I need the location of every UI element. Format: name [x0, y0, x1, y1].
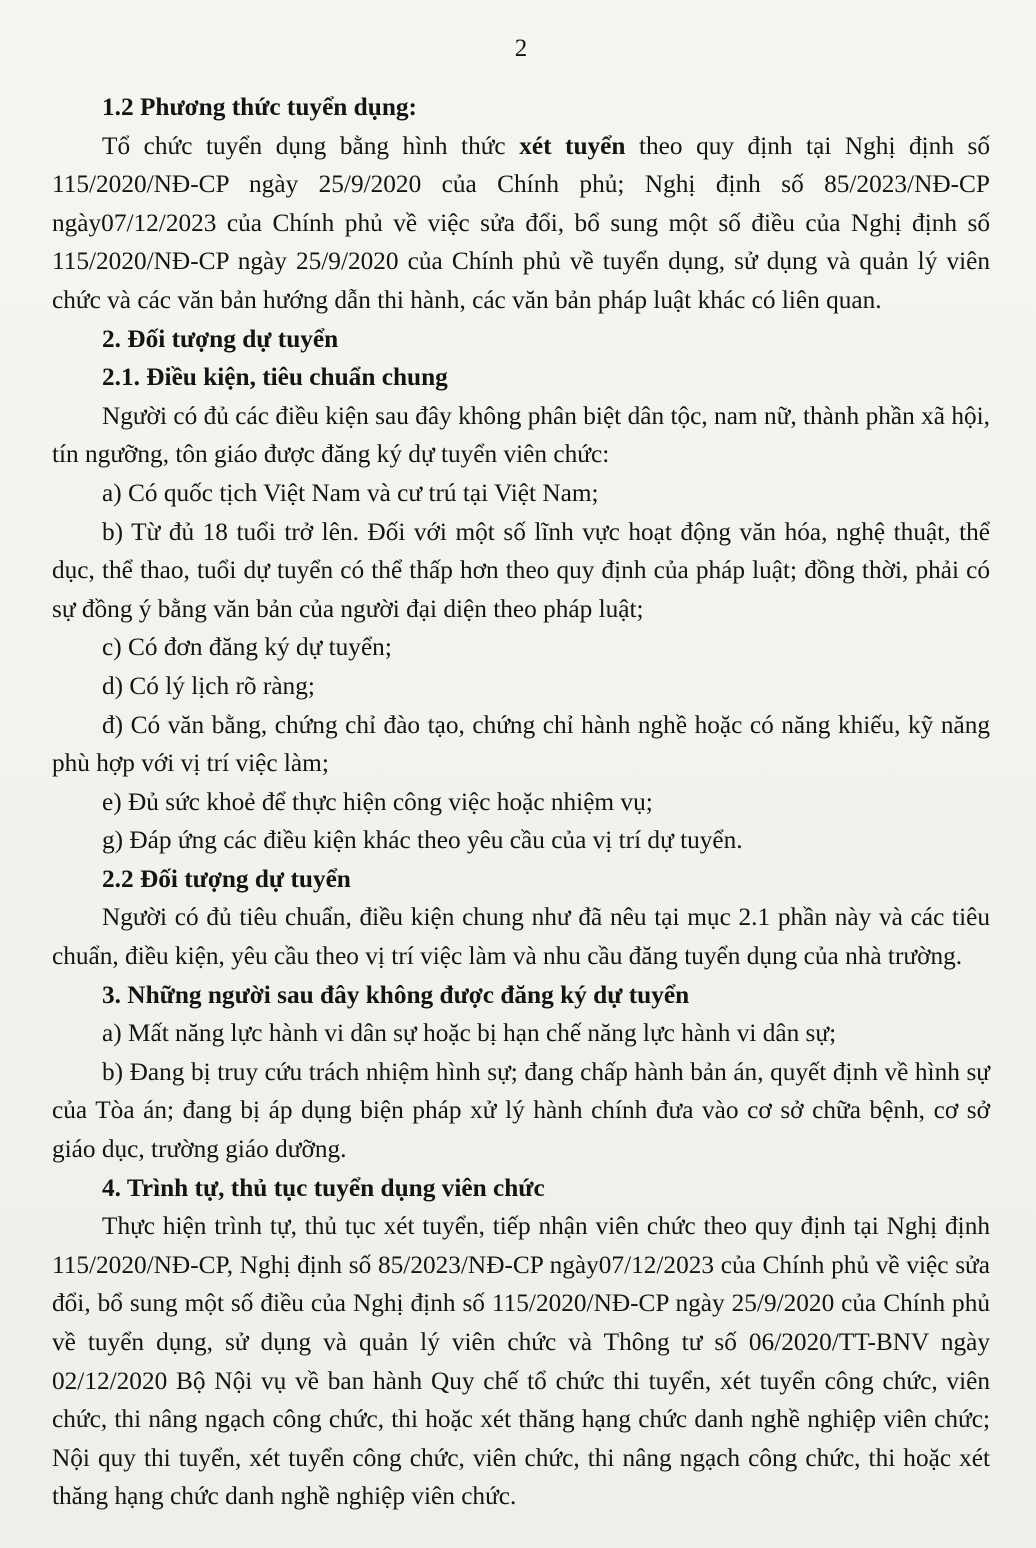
paragraph-general-conditions: Người có đủ các điều kiện sau đây không phân biệt dân tộc, nam nữ, thành phần xã hội, tín ngưỡng, tôn giáo được đăng ký dự tuyển viên chức: [52, 401, 990, 469]
heading-2-1: 2.1. Điều kiện, tiêu chuẩn chung [102, 363, 448, 392]
heading-3: 3. Những người sau đây không được đăng ký dự tuyển [102, 980, 690, 1009]
list-item-d: d) Có lý lịch rõ ràng; [102, 671, 315, 700]
exclusion-item-a: a) Mất năng lực hành vi dân sự hoặc bị hạn chế năng lực hành vi dân sự; [102, 1019, 837, 1048]
paragraph-procedure: Thực hiện trình tự, thủ tục xét tuyển, tiếp nhận viên chức theo quy định tại Nghị định 115/2020/NĐ-CP, Nghị định số 85/2023/NĐ-CP ngày07/12/2023 của Chính phủ về việc sửa đổi, bổ sung một số điều của Nghị định số 115/2020/NĐ-CP ngày 25/9/2020 của Chính phủ về tuyển dụng, sử dụng và quản lý viên chức và Thông tư số 06/2020/TT-BNV ngày 02/12/2020 Bộ Nội vụ về ban hành Quy chế tổ chức thi tuyển, xét tuyển công chức, viên chức, thi nâng ngạch công chức, thi hoặc xét thăng hạng chức danh nghề nghiệp viên chức; Nội quy thi tuyển, xét tuyển công chức, viên chức, thi nâng ngạch công chức, thi hoặc xét thăng hạng chức danh nghề nghiệp viên chức. [52, 1212, 990, 1511]
list-item-dd: đ) Có văn bằng, chứng chỉ đào tạo, chứng chỉ hành nghề hoặc có năng khiếu, kỹ năng phù hợp với vị trí việc làm; [52, 710, 990, 778]
paragraph-recruitment-method [52, 127, 990, 320]
document-body [52, 88, 990, 1516]
heading-2-2: 2.2 Đối tượng dự tuyển [102, 864, 351, 893]
page-number: 2 [514, 35, 528, 62]
exclusion-item-b: b) Đang bị truy cứu trách nhiệm hình sự; đang chấp hành bản án, quyết định về hình sự của Tòa án; đang bị áp dụng biện pháp xử lý hành chính đưa vào cơ sở chữa bệnh, cơ sở giáo dục, trường giáo dưỡng. [52, 1057, 990, 1164]
paragraph-recruitment-method-part2: theo quy định tại Nghị định số 115/2020/NĐ-CP ngày 25/9/2020 của Chính phủ; Nghị định số 85/2023/NĐ-CP ngày07/12/2023 của Chính phủ về việc sửa đổi, bổ sung một số điều của Nghị định số 115/2020/NĐ-CP ngày 25/9/2020 của Chính phủ về tuyển dụng, sử dụng và quản lý viên chức và các văn bản hướng dẫn thi hành, các văn bản pháp luật khác có liên quan. [52, 131, 990, 314]
paragraph-eligible-persons: Người có đủ tiêu chuẩn, điều kiện chung như đã nêu tại mục 2.1 phần này và các tiêu chuẩn, điều kiện, yêu cầu theo vị trí việc làm và nhu cầu đăng tuyển dụng của nhà trường. [52, 903, 990, 971]
list-item-a: a) Có quốc tịch Việt Nam và cư trú tại Việt Nam; [102, 478, 599, 507]
heading-2: 2. Đối tượng dự tuyển [102, 324, 339, 353]
paragraph-recruitment-method-part1: Tổ chức tuyển dụng bằng hình thức [102, 131, 520, 160]
heading-4: 4. Trình tự, thủ tục tuyển dụng viên chức [102, 1173, 545, 1202]
list-item-g: g) Đáp ứng các điều kiện khác theo yêu cầu của vị trí dự tuyển. [102, 826, 743, 855]
list-item-c: c) Có đơn đăng ký dự tuyển; [102, 633, 392, 662]
list-item-e: e) Đủ sức khoẻ để thực hiện công việc hoặc nhiệm vụ; [102, 787, 653, 816]
heading-1-2: 1.2 Phương thức tuyển dụng: [102, 93, 417, 121]
paragraph-recruitment-method-bold: xét tuyển [519, 131, 626, 160]
list-item-b: b) Từ đủ 18 tuổi trở lên. Đối với một số lĩnh vực hoạt động văn hóa, nghệ thuật, thể dục, thể thao, tuổi dự tuyển có thể thấp hơn theo quy định của pháp luật; đồng thời, phải có sự đồng ý bằng văn bản của người đại diện theo pháp luật; [52, 517, 990, 623]
